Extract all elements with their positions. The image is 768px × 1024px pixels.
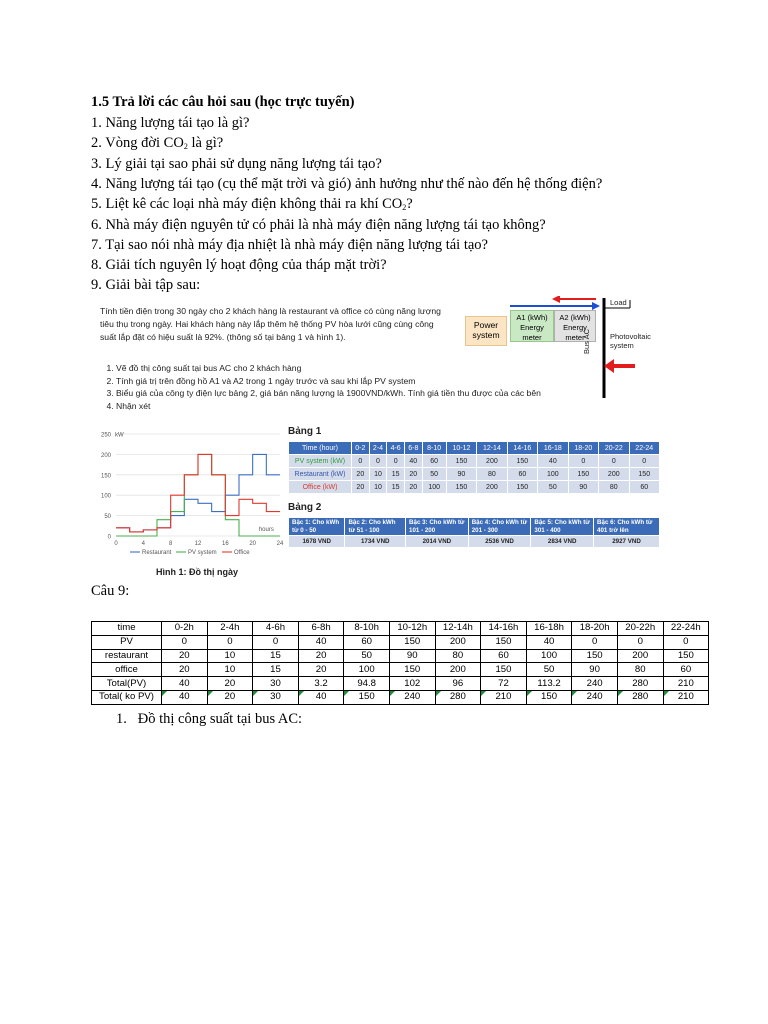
- result-cell: [207, 649, 253, 663]
- result-cell: [435, 690, 481, 704]
- y-tick-label: 50: [104, 514, 111, 521]
- result-cell-value: 240: [586, 691, 603, 703]
- y-axis-label: kW: [115, 432, 124, 439]
- result-cell: [526, 663, 572, 677]
- x-tick-label: 24: [276, 541, 284, 547]
- x-tick-label: 8: [168, 541, 173, 547]
- result-cell-value: 94.8: [357, 677, 377, 689]
- result-cell: [572, 690, 618, 704]
- bang1-cell: 150: [630, 468, 660, 480]
- result-cell: [526, 690, 572, 704]
- result-cell: [207, 690, 253, 704]
- result-cell-value: 50: [543, 663, 555, 675]
- pv-label: Photovoltaic system: [610, 332, 651, 350]
- result-cell-value: 72: [498, 677, 509, 689]
- result-row-label: Total( ko PV): [92, 690, 162, 704]
- result-header-cell: 16-18h: [526, 622, 572, 636]
- question-2: [91, 134, 223, 156]
- bus-ac-label: Bus AC: [582, 328, 591, 354]
- result-cell-value: 280: [632, 691, 649, 703]
- result-cell: [572, 663, 618, 677]
- bang2-price-cell: 1678 VND: [289, 536, 344, 547]
- bang1-header-cell: 6-8: [405, 442, 422, 454]
- result-cell-value: 100: [541, 649, 558, 661]
- result-cell: [344, 635, 390, 649]
- result-cell: [207, 663, 253, 677]
- bang1-cell: 40: [405, 455, 422, 467]
- result-cell-value: 150: [586, 649, 603, 661]
- result-cell: [344, 690, 390, 704]
- bang1-header-cell: 2-4: [370, 442, 387, 454]
- bang1-cell: 150: [508, 455, 537, 467]
- bang1-cell: 200: [477, 481, 506, 493]
- result-header-cell: 18-20h: [572, 622, 618, 636]
- result-cell-value: 20: [178, 649, 190, 661]
- result-cell-value: 15: [270, 649, 281, 661]
- cell-note-marker: [527, 691, 532, 696]
- result-header-cell: 2-4h: [207, 622, 253, 636]
- question-1: [91, 114, 249, 132]
- result-cell: [162, 649, 208, 663]
- question-5: [91, 195, 413, 217]
- bang1-cell: 0: [569, 455, 598, 467]
- result-cell: [253, 635, 299, 649]
- result-cell: [481, 677, 527, 691]
- bang1-header-cell: 22-24: [630, 442, 660, 454]
- result-cell: [663, 677, 709, 691]
- bang1-header-cell: 10-12: [447, 442, 476, 454]
- bang1-header-cell: 18-20: [569, 442, 598, 454]
- load-label: Load: [610, 298, 627, 307]
- result-cell-value: 150: [404, 663, 421, 675]
- result-cell-value: 100: [358, 663, 375, 675]
- result-cell: [617, 690, 663, 704]
- x-tick-label: 0: [114, 541, 118, 547]
- bang1-table: [288, 441, 660, 494]
- result-cell-value: 3.2: [314, 677, 328, 689]
- result-cell-value: 15: [270, 663, 281, 675]
- bang1-cell: 200: [477, 455, 506, 467]
- result-cell-value: 60: [361, 636, 372, 648]
- question-text: 1. Năng lượng tái tạo là gì?: [91, 115, 250, 131]
- cell-note-marker: [572, 691, 577, 696]
- question-3: [91, 155, 382, 173]
- bang1-cell: 20: [405, 468, 422, 480]
- result-cell: [389, 690, 435, 704]
- bang1-row-label: PV system (kW): [289, 455, 351, 467]
- result-cell-value: 240: [586, 677, 603, 689]
- subscript: 2: [183, 142, 188, 152]
- bang1-cell: 0: [352, 455, 369, 467]
- question-tail: ?: [406, 196, 413, 213]
- result-cell-value: 20: [178, 663, 190, 675]
- data-tables: [288, 426, 660, 548]
- cell-note-marker: [162, 691, 167, 696]
- bang1-cell: 150: [447, 455, 476, 467]
- bang1-cell: 20: [405, 481, 422, 493]
- result-cell-value: 200: [449, 636, 466, 648]
- result-cell-value: 150: [495, 663, 512, 675]
- x-tick-label: 12: [194, 541, 202, 547]
- result-cell: [617, 649, 663, 663]
- bang1-title: Bảng 1: [288, 426, 322, 437]
- result-cell: [389, 663, 435, 677]
- result-cell: [298, 663, 344, 677]
- result-cell: [344, 663, 390, 677]
- result-cell: [389, 635, 435, 649]
- result-cell-value: 30: [270, 677, 281, 689]
- bang1-cell: 20: [352, 481, 369, 493]
- result-cell: [572, 649, 618, 663]
- bang1-header-cell: 20-22: [599, 442, 628, 454]
- legend-label: PV system: [188, 550, 217, 556]
- bang2-header-cell: Bậc 6: Cho kWh từ 401 trở lên: [594, 518, 659, 535]
- question-text: 8. Giải tích nguyên lý hoạt động của tháp mặt trời?: [91, 257, 387, 274]
- result-cell-value: 60: [680, 663, 692, 675]
- cell-note-marker: [344, 691, 349, 696]
- result-cell: [298, 690, 344, 704]
- result-cell-value: 50: [361, 649, 372, 661]
- bang1-cell: 60: [630, 481, 660, 493]
- result-cell: [435, 663, 481, 677]
- result-cell-value: 10: [224, 649, 236, 661]
- result-cell: [389, 649, 435, 663]
- result-cell-value: 210: [677, 677, 694, 689]
- bang1-cell: 100: [423, 481, 446, 493]
- bang1-cell: 20: [352, 468, 369, 480]
- result-cell-value: 0: [181, 636, 187, 648]
- x-tick-label: 20: [249, 541, 257, 547]
- subscript: 2: [402, 203, 407, 213]
- bang1-cell: 40: [538, 455, 567, 467]
- bang1-cell: 10: [370, 468, 387, 480]
- result-cell-value: 240: [404, 691, 421, 703]
- bang1-cell: 150: [569, 468, 598, 480]
- result-cell-value: 150: [358, 691, 375, 703]
- bang2-price-cell: 2014 VND: [406, 536, 468, 547]
- result-cell: [298, 677, 344, 691]
- result-cell-value: 102: [404, 677, 421, 689]
- bang1-cell: 50: [423, 468, 446, 480]
- result-cell-value: 20: [224, 691, 236, 703]
- bang1-cell: 150: [508, 481, 537, 493]
- result-cell: [526, 649, 572, 663]
- result-cell: [617, 677, 663, 691]
- problem-intro: Tính tiền điện trong 30 ngày cho 2 khách hàng là restaurant và office có cùng năng lượng tiêu thụ trong ngày. Hai khách hàng này lắp thêm hệ thống PV hòa lưới cũng cùng công suất lắp đặt có hiệu suất là 92%. (thông số tại bảng 1 và hình 1).: [100, 306, 441, 343]
- result-cell: [344, 649, 390, 663]
- result-row-label: Total(PV): [92, 677, 162, 691]
- result-cell-value: 90: [589, 663, 600, 675]
- result-header-cell: 4-6h: [253, 622, 299, 636]
- system-diagram: [460, 296, 670, 402]
- result-cell: [572, 677, 618, 691]
- result-cell: [253, 649, 299, 663]
- bang1-cell: 90: [569, 481, 598, 493]
- result-cell-value: 40: [315, 636, 327, 648]
- result-cell: [663, 635, 709, 649]
- question-4: [91, 175, 602, 193]
- bang1-cell: 0: [630, 455, 660, 467]
- task-item: 4. Nhận xét: [116, 400, 616, 413]
- result-header-cell: 10-12h: [389, 622, 435, 636]
- question-6: [91, 216, 546, 234]
- question-9: [91, 276, 200, 294]
- question-text: 3. Lý giải tại sao phải sử dụng năng lượng tái tạo?: [91, 155, 382, 172]
- bang1-row-label: Office (kW): [289, 481, 351, 493]
- result-cell: [253, 690, 299, 704]
- bang1-header-cell: 0-2: [352, 442, 369, 454]
- bang2-price-cell: 2536 VND: [469, 536, 531, 547]
- result-cell: [207, 635, 253, 649]
- bang1-header-cell: 16-18: [538, 442, 567, 454]
- task-item: 1. Vẽ đồ thị công suất tại bus AC cho 2 khách hàng: [116, 362, 616, 375]
- result-cell: [435, 677, 481, 691]
- result-header-cell: 22-24h: [663, 622, 709, 636]
- bang1-header-cell: 12-14: [477, 442, 506, 454]
- result-cell-value: 40: [178, 691, 190, 703]
- list-item-1: 1. Đồ thị công suất tại bus AC:: [116, 711, 303, 727]
- cell-note-marker: [664, 691, 669, 696]
- result-cell-value: 40: [315, 691, 327, 703]
- x-tick-label: 4: [141, 541, 146, 547]
- bang2-table: [288, 517, 660, 548]
- bang1-cell: 60: [423, 455, 446, 467]
- bang1-cell: 90: [447, 468, 476, 480]
- result-header-cell: 6-8h: [298, 622, 344, 636]
- question-text: 9. Giải bài tập sau:: [91, 277, 201, 294]
- y-tick-label: 250: [100, 432, 111, 439]
- result-cell-value: 210: [495, 691, 512, 703]
- result-cell: [162, 690, 208, 704]
- result-cell: [162, 635, 208, 649]
- result-row-label: PV: [92, 635, 162, 649]
- meter-a1-box: A1 (kWh) Energy meter: [510, 310, 554, 342]
- result-cell: [162, 663, 208, 677]
- bang1-cell: 50: [538, 481, 567, 493]
- bang2-header-cell: Bậc 1: Cho kWh từ 0 - 50: [289, 518, 344, 535]
- result-cell-value: 280: [449, 691, 466, 703]
- question-text: 5. Liệt kê các loại nhà máy điện không thải ra khí CO: [91, 196, 403, 213]
- result-cell-value: 0: [227, 636, 233, 648]
- result-cell: [298, 649, 344, 663]
- result-row-label: restaurant: [92, 649, 162, 663]
- bang1-cell: 15: [387, 468, 404, 480]
- bang1-cell: 80: [599, 481, 628, 493]
- bang1-cell: 15: [387, 481, 404, 493]
- bang1-header-cell: 4-6: [387, 442, 404, 454]
- bang1-cell: 150: [447, 481, 476, 493]
- bang1-cell: 0: [387, 455, 404, 467]
- result-cell: [435, 649, 481, 663]
- result-header-cell: 20-22h: [617, 622, 663, 636]
- result-header-cell: 14-16h: [481, 622, 527, 636]
- question-text: 4. Năng lượng tái tạo (cụ thể mặt trời và gió) ảnh hưởng như thế nào đến hệ thống điện?: [91, 175, 603, 192]
- result-cell: [344, 677, 390, 691]
- result-cell: [253, 677, 299, 691]
- x-tick-label: 16: [221, 541, 229, 547]
- question-8: [91, 256, 387, 274]
- result-cell: [481, 663, 527, 677]
- bang2-title: Bảng 2: [288, 502, 322, 513]
- bang2-price-cell: 1734 VND: [345, 536, 405, 547]
- result-cell: [617, 663, 663, 677]
- cell-note-marker: [436, 691, 441, 696]
- result-cell-value: 0: [272, 636, 279, 648]
- y-tick-label: 100: [100, 493, 111, 500]
- result-cell-value: 113.2: [537, 677, 561, 689]
- result-cell-value: 0: [591, 636, 598, 648]
- cell-note-marker: [481, 691, 486, 696]
- result-header-cell: 0-2h: [162, 622, 208, 636]
- result-cell: [481, 649, 527, 663]
- bang2-header-cell: Bậc 5: Cho kWh từ 301 - 400: [531, 518, 593, 535]
- result-cell-value: 210: [677, 691, 694, 703]
- result-cell-value: 60: [498, 649, 509, 661]
- power-system-box: Power system: [465, 316, 507, 346]
- result-cell: [663, 663, 709, 677]
- result-cell: [253, 663, 299, 677]
- bang1-row-label: Restaurant (kW): [289, 468, 351, 480]
- result-cell: [572, 635, 618, 649]
- series-line-office: [116, 454, 280, 532]
- task-item: 2. Tính giá trị trên đồng hồ A1 và A2 trong 1 ngày trước và sau khi lắp PV system: [116, 375, 616, 388]
- result-cell: [617, 635, 663, 649]
- result-cell: [162, 677, 208, 691]
- result-cell-value: 150: [541, 691, 558, 703]
- bang1-cell: 0: [599, 455, 628, 467]
- result-cell-value: 0: [683, 636, 689, 648]
- result-header-cell: 12-14h: [435, 622, 481, 636]
- cell-note-marker: [618, 691, 623, 696]
- result-header-cell: 8-10h: [344, 622, 390, 636]
- bang2-header-cell: Bậc 4: Cho kWh từ 201 - 300: [469, 518, 531, 535]
- result-cell-value: 96: [452, 677, 464, 689]
- result-cell-value: 150: [495, 636, 512, 648]
- bang2-price-cell: 2927 VND: [594, 536, 659, 547]
- result-cell-value: 30: [270, 691, 281, 703]
- question-7: [91, 236, 488, 254]
- result-cell-value: 20: [315, 663, 327, 675]
- result-cell: [481, 690, 527, 704]
- question-text: 6. Nhà máy điện nguyên tử có phải là nhà máy điện năng lượng tái tạo không?: [91, 216, 546, 233]
- result-cell-value: 20: [315, 649, 327, 661]
- result-cell: [526, 677, 572, 691]
- bang1-header-cell: 14-16: [508, 442, 537, 454]
- bang2-price-cell: 2834 VND: [531, 536, 593, 547]
- bang1-cell: 10: [370, 481, 387, 493]
- y-tick-label: 150: [100, 473, 111, 480]
- bang1-cell: 200: [599, 468, 628, 480]
- meter-a2-box: A2 (kWh) Energy meter: [554, 310, 596, 342]
- x-axis-label: hours: [258, 527, 274, 533]
- question-text: 7. Tại sao nói nhà máy địa nhiệt là nhà máy điện năng lượng tái tạo?: [91, 236, 488, 253]
- section-heading: 1.5 Trả lời các câu hỏi sau (học trực tuyến): [91, 94, 355, 110]
- result-cell-value: 150: [404, 636, 421, 648]
- task-item: 3. Biểu giá của công ty điện lực bảng 2, giá bán năng lượng là 1900VND/kWh. Tính giá tiền thu được của các bên: [116, 387, 616, 400]
- result-cell: [663, 690, 709, 704]
- legend-label: Restaurant: [142, 550, 172, 556]
- bang1-header-cell: Time (hour): [289, 442, 351, 454]
- bang1-header-cell: 8-10: [423, 442, 446, 454]
- result-cell-value: 200: [632, 649, 649, 661]
- result-cell: [481, 635, 527, 649]
- result-table: [91, 621, 709, 705]
- result-cell-value: 150: [677, 649, 694, 661]
- legend-label: Office: [234, 550, 250, 556]
- cell-note-marker: [208, 691, 213, 696]
- result-cell-value: 280: [632, 677, 649, 689]
- question-tail: là gì?: [187, 135, 224, 152]
- result-cell-value: 80: [452, 649, 464, 661]
- question-text: 2. Vòng đời CO: [91, 135, 184, 152]
- result-header-cell: time: [92, 622, 162, 636]
- result-cell-value: 200: [449, 663, 466, 675]
- result-cell-value: 40: [178, 677, 190, 689]
- y-tick-label: 200: [100, 452, 111, 459]
- cell-note-marker: [253, 691, 258, 696]
- daily-chart: [90, 424, 288, 584]
- result-row-label: office: [92, 663, 162, 677]
- bang1-cell: 80: [477, 468, 506, 480]
- result-cell-value: 90: [406, 649, 418, 661]
- cau9-label: Câu 9:: [91, 583, 130, 599]
- bang2-header-cell: Bậc 2: Cho kWh từ 51 - 100: [345, 518, 405, 535]
- result-cell-value: 10: [224, 663, 236, 675]
- chart-svg: [90, 424, 288, 566]
- chart-caption: Hình 1: Đồ thị ngày: [156, 567, 238, 577]
- result-cell-value: 80: [634, 663, 646, 675]
- result-cell: [207, 677, 253, 691]
- y-tick-label: 0: [107, 534, 111, 541]
- bang1-cell: 0: [370, 455, 387, 467]
- result-cell: [389, 677, 435, 691]
- bang1-cell: 100: [538, 468, 567, 480]
- result-cell: [526, 635, 572, 649]
- cell-note-marker: [390, 691, 395, 696]
- result-cell-value: 40: [543, 636, 555, 648]
- result-cell-value: 20: [224, 677, 236, 689]
- bang2-header-cell: Bậc 3: Cho kWh từ 101 - 200: [406, 518, 468, 535]
- result-cell: [435, 635, 481, 649]
- bang1-cell: 60: [508, 468, 537, 480]
- result-cell-value: 0: [637, 636, 643, 648]
- result-cell: [663, 649, 709, 663]
- result-cell: [298, 635, 344, 649]
- cell-note-marker: [299, 691, 304, 696]
